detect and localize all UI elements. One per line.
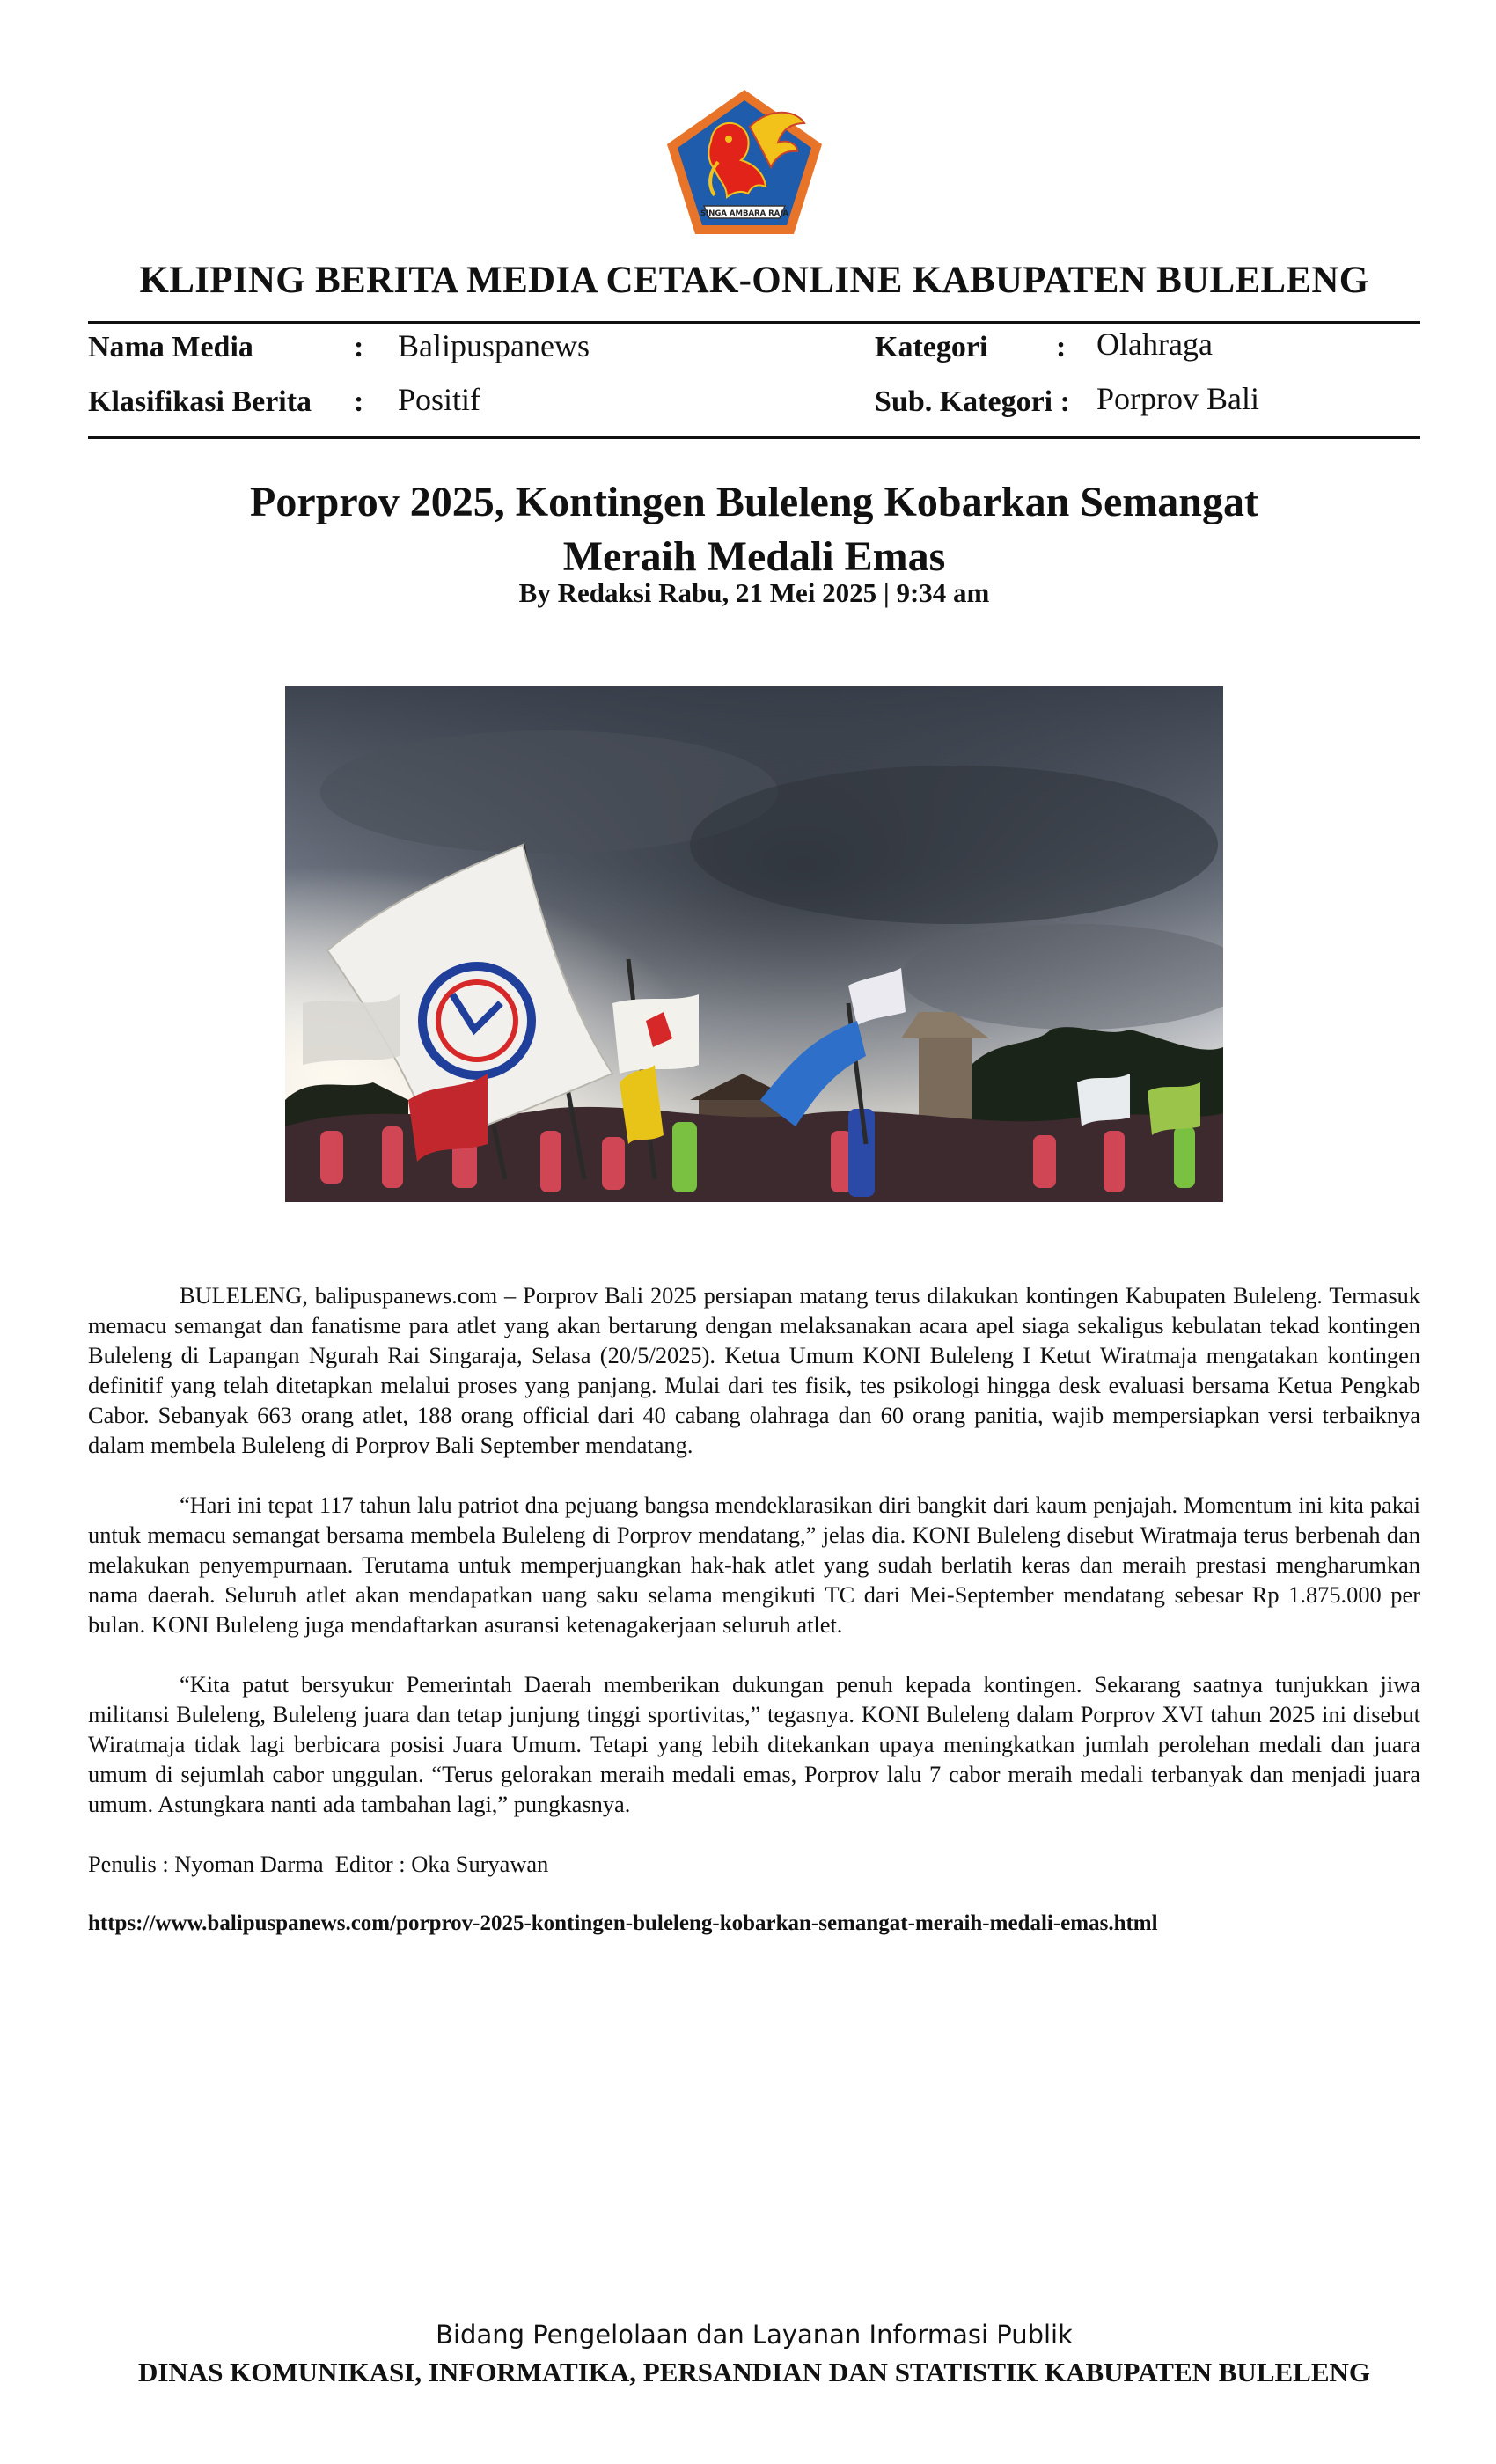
article-body xyxy=(88,1280,1420,1969)
article-byline: By Redaksi Rabu, 21 Mei 2025 | 9:34 am xyxy=(518,577,990,608)
nama-media-label: Nama Media xyxy=(88,331,253,363)
buleleng-emblem-logo xyxy=(665,88,824,236)
article-paragraph-2: “Hari ini tepat 117 tahun lalu patriot dna pejuang bangsa mendeklarasikan diri bangkit dari kaum penjajah. Momentum ini kita pakai untuk memacu semangat bersama membela Buleleng di Porprov mendatang,” jelas dia. KONI Buleleng disebut Wiratmaja terus berbenah dan melakukan penyempurnaan. Terutama untuk memperjuangkan hak-hak atlet yang sudah berlatih keras dan meraih prestasi mengharumkan nama daerah. Seluruh atlet akan mendapatkan uang saku selama mengikuti TC dari Mei-September mendatang sebesar Rp 1.875.000 per bulan. KONI Buleleng juga mendaftarkan asuransi ketenagakerjaan seluruh atlet. xyxy=(88,1492,1420,1638)
article-paragraph-1: BULELENG, balipuspanews.com – Porprov Bali 2025 persiapan matang terus dilakukan kontingen Kabupaten Buleleng. Termasuk memacu semangat dan fanatisme para atlet yang akan bertarung dengan melaksanakan acara apel siaga sekaligus kebulatan tekad kontingen Buleleng di Lapangan Ngurah Rai Singaraja, Selasa (20/5/2025). Ketua Umum KONI Buleleng I Ketut Wiratmaja mengatakan kontingen definitif yang telah ditetapkan melalui proses yang panjang. Mulai dari tes fisik, tes psikologi hingga desk evaluasi bersama Ketua Pengkab Cabor. Sebanyak 663 orang atlet, 188 orang official dari 40 cabang olahraga dan 60 orang panitia, wajib mempersiapkan versi terbaiknya dalam membela Buleleng di Porprov Bali September mendatang. xyxy=(88,1282,1420,1458)
nama-media-colon: : xyxy=(354,331,364,363)
emblem-motto: SINGA AMBARA RAJA xyxy=(700,209,788,218)
kategori-value: Olahraga xyxy=(1096,326,1213,362)
article-credits: Penulis : Nyoman Darma Editor : Oka Suryawan xyxy=(88,1851,549,1877)
klasifikasi-label: Klasifikasi Berita xyxy=(88,385,312,418)
flag-parade-photo xyxy=(285,686,1223,1202)
footer-division: Bidang Pengelolaan dan Layanan Informasi Publik xyxy=(436,2320,1073,2350)
article-source-url[interactable]: https://www.balipuspanews.com/porprov-2025-kontingen-buleleng-kobarkan-semangat-meraih-medali-emas.html xyxy=(88,1911,1158,1935)
klasifikasi-colon: : xyxy=(354,385,364,418)
kategori-colon: : xyxy=(1056,331,1067,363)
article-headline xyxy=(88,475,1420,584)
headline-line-1: Porprov 2025, Kontingen Buleleng Kobarkan Semangat xyxy=(250,479,1258,525)
kategori-label: Kategori xyxy=(875,331,988,363)
document-title: KLIPING BERITA MEDIA CETAK-ONLINE KABUPATEN BULELENG xyxy=(139,260,1369,301)
emblem-icon xyxy=(665,88,824,236)
article-photo xyxy=(285,686,1223,1202)
bottom-divider xyxy=(88,436,1420,439)
headline-line-2: Meraih Medali Emas xyxy=(562,533,946,580)
sub-kategori-label: Sub. Kategori : xyxy=(875,385,1070,418)
footer-agency: DINAS KOMUNIKASI, INFORMATIKA, PERSANDIAN DAN STATISTIK KABUPATEN BULELENG xyxy=(137,2357,1371,2387)
nama-media-value: Balipuspanews xyxy=(398,328,590,363)
article-paragraph-3: “Kita patut bersyukur Pemerintah Daerah memberikan dukungan penuh kepada kontingen. Sekarang saatnya tunjukkan jiwa militansi Buleleng, Buleleng juara dan tetap junjung tinggi sportivitas,” tegasnya. KONI Buleleng dalam Porprov XVI tahun 2025 ini disebut Wiratmaja tidak lagi berbicara posisi Juara Umum. Tetapi yang lebih ditekankan upaya meningkatkan jumlah perolehan medali dan juara umum di sejumlah cabor unggulan. “Terus gelorakan meraih medali emas, Porprov lalu 7 cabor meraih medali terbanyak dan menjadi juara umum. Astungkara nanti ada tambahan lagi,” pungkasnya. xyxy=(88,1671,1420,1817)
sub-kategori-value: Porprov Bali xyxy=(1096,381,1259,416)
klasifikasi-value: Positif xyxy=(398,382,481,417)
top-divider xyxy=(88,321,1420,324)
